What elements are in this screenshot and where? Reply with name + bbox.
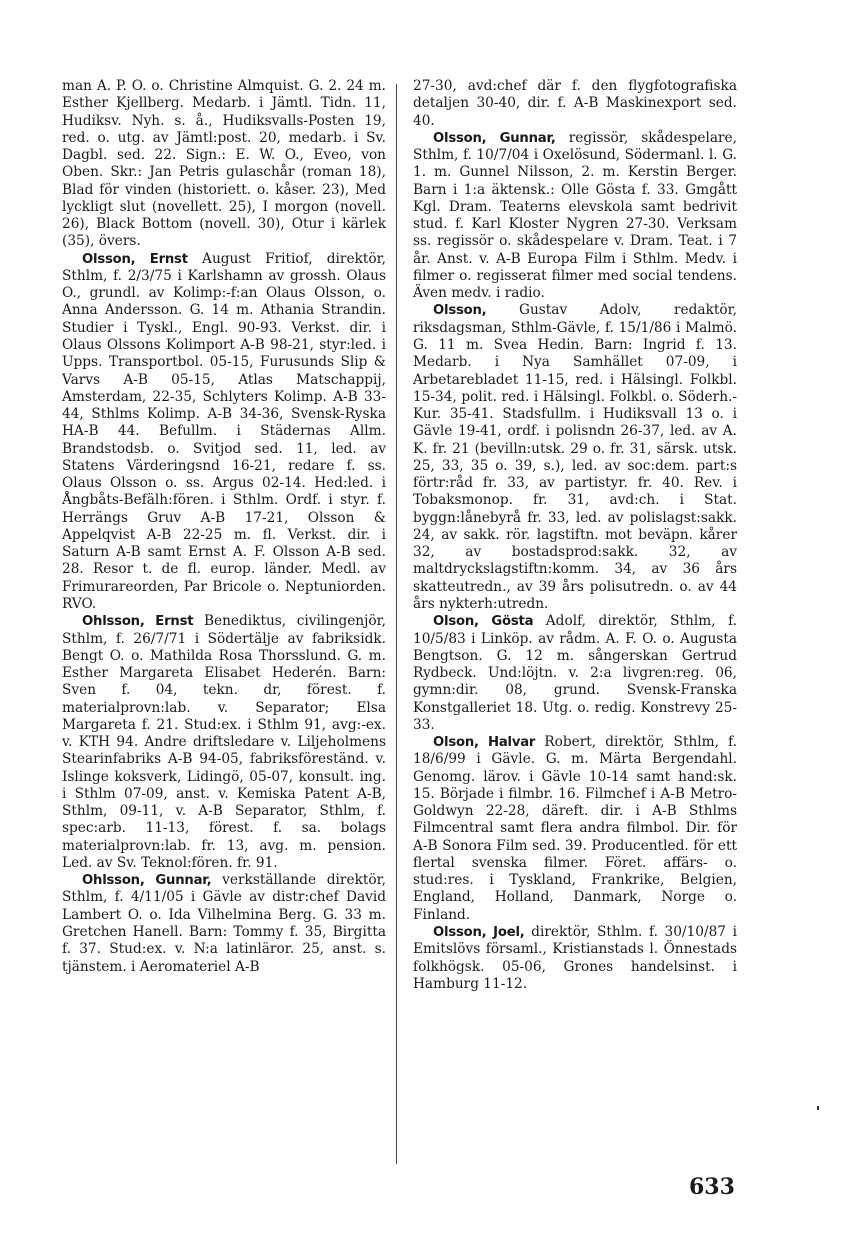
entry-olsson-gunnar: Olsson, Gunnar, regissör, skådespelare, Sthlm, f. 10/7/04 i Oxelösund, Södermanl. l. G. 1. m. Gunnel Nilsson, 2. m. Kerstin Berger. Barn i 1:a äktensk.: Olle Gösta f. 33. Gmgått Kgl. Dram. Teaterns elevskola samt bedrivit stud. f. Karl Kloster Nygren 27-30. Verksam ss. regissör o. skådespelare v. Dram. Teat. i 7 år. Anst. v. A-B Europa Film i Sthlm. Medv. i filmer o. regisserat filmer med social tendens. Även medv. i radio.: [413, 129, 737, 302]
entry-olson-halvar: Olson, Halvar Robert, direktör, Sthlm, f. 18/6/99 i Gävle. G. m. Märta Bergendahl. Genomg. lärov. i Gävle 10-14 samt hand:sk. 15. Började i filmbr. 16. Filmchef i A-B Metro-Goldwyn 22-28, däreft. dir. i A-B Sthlms Filmcentral samt flera andra filmbol. Dir. för A-B Sonora Film sed. 39. Producentled. för ett flertal svenska filmer. Föret. affärs- o. stud:res. i Tyskland, Frankrike, Belgien, England, Holland, Danmark, Norge o. Finland.: [413, 734, 737, 923]
entry-name: Ohlsson, Ernst: [82, 614, 194, 630]
entry-ohlsson-gunnar: Ohlsson, Gunnar, verkställande direktör, Sthlm, f. 4/11/05 i Gävle av distr:chef David Lambert O. o. Ida Vilhelmina Berg. G. 33 m. Gretchen Hanell. Barn: Tommy f. 35, Birgitta f. 37. Stud:ex. v. N:a latinläror. 25, anst. s. tjänstem. i Aeromateriel A-B: [62, 872, 386, 975]
entry-name: Olsson, Joel,: [433, 925, 525, 941]
entry-olsson-ernst: Olsson, Ernst August Fritiof, direktör, Sthlm, f. 2/3/75 i Karlshamn av grossh. Olaus O., grundl. av Kolimp:-f:an Olaus Olsson, o. Anna Andersson. G. 14 m. Athania Strandin. Studier i Tyskl., Engl. 90-93. Verkst. dir. i Olaus Olssons Kolimport A-B 98-21, styr:led. i Upps. Transportbol. 05-15, Furusunds Slip & Varvs A-B 05-15, Atlas Matschappij, Amsterdam, 22-35, Schlyters Kolimp. A-B 33-44, Sthlms Kolimp. A-B 34-36, Svensk-Ryska HA-B 44. Befullm. i Städernas Allm. Brandstodsb. o. Svitjod sed. 11, led. av Statens Värderingsnd 16-21, redare f. ss. Olaus Olsson o. ss. Argus 02-14. Hed:led. i Ångbåts-Befälh:fören. i Sthlm. Ordf. i styr. f. Herrängs Gruv A-B 17-21, Olsson & Appelqvist A-B 22-25 m. fl. Verkst. dir. i Saturn A-B samt Ernst A. F. Olsson A-B sed. 28. Resor t. de fl. europ. länder. Medl. av Frimurareorden, Par Bricole o. Neptuniorden. RVO.: [62, 250, 387, 612]
right-column: [413, 78, 737, 993]
entry-name: Olson, Gösta: [433, 614, 534, 630]
entry-olsson-gustav: Olsson, Gustav Adolv, redaktör, riksdagsman, Sthlm-Gävle, f. 15/1/86 i Malmö. G. 11 m. Svea Hedin. Barn: Ingrid f. 13. Medarb. i Nya Samhället 07-09, i Arbetarebladet 11-15, red. i Hälsingl. Folkbl. 15-34, polit. red. i Hälsingl. Folkbl. o. Söderh.-Kur. 35-41. Stadsfullm. i Hudiksvall 13 o. i Gävle 19-41, ordf. i polisndn 26-37, led. av A. K. fr. 21 (bevilln:utsk. 29 o. fr. 31, särsk. utsk. 25, 33, 35 o. 39, s.), led. av soc:dem. part:s förtr:råd fr. 33, av partistyr. fr. 40. Rev. i Tobaksmonop. fr. 31, avd:ch. i Stat. byggn:lånebyrå fr. 33, led. av polislagst:sakk. 24, av sakk. rör. lagstiftn. mot beväpn. kårer 32, av bostadsprod:sakk. 32, av maltdryckslagstiftn:komm. 34, av 36 års skatteutredn., av 39 års polisutredn. o. av 44 års nykterh:utredn.: [413, 302, 737, 612]
entry-name: Olsson, Gunnar,: [433, 130, 556, 146]
entry-name: Olsson,: [433, 303, 487, 319]
page-number: 633: [689, 1174, 735, 1200]
entry-continuation: man A. P. O. o. Christine Almquist. G. 2. 24 m. Esther Kjellberg. Medarb. i Jämtl. Tidn. 11, Hudiksv. Nyh. s. å., Hudiksvalls-Posten 19, red. o. utg. av Jämtl:post. 20, medarb. i Sv. Dagbl. sed. 22. Sign.: E. W. O., Eveo, von Oben. Skr.: Jan Petris gulaschår (roman 18), Blad för vinden (historiett. o. kåser. 23), Med lyckligt slut (novellett. 25), I morgon (novell. 26), Black Bottom (novell. 30), Otur i kärlek (35), övers.: [62, 78, 386, 250]
entry-olson-gosta: Olson, Gösta Adolf, direktör, Sthlm, f. 10/5/83 i Linköp. av rådm. A. F. O. o. Augusta Bengtson. G. 12 m. sångerskan Gertrud Rydbeck. Und:löjtn. v. 2:a livgren:reg. 06, gymn:dir. 08, grund. Svensk-Franska Konstgalleriet 18. Utg. o. redig. Konstrevy 25-33.: [413, 613, 737, 733]
entry-name: Olsson, Ernst: [82, 251, 188, 267]
column-divider: [396, 84, 397, 1164]
entry-olsson-joel: Olsson, Joel, direktör, Sthlm. f. 30/10/87 i Emitslövs församl., Kristianstads l. Önnestads folkhögsk. 05-06, Grones handelsinst. i Hamburg 11-12.: [413, 924, 737, 992]
entry-ohlsson-ernst: Ohlsson, Ernst Benediktus, civilingenjör, Sthlm, f. 26/7/71 i Södertälje av fabriksidk. Bengt O. o. Mathilda Rosa Thorsslund. G. m. Esther Margareta Elisabet Hederén. Barn: Sven f. 04, tekn. dr, förest. f. materialprovn:lab. v. Separator; Elsa Margareta f. 21. Stud:ex. i Sthlm 91, avg:-ex. v. KTH 94. Andre driftsledare v. Liljeholmens Stearinfabriks A-B 94-05, fabriksföreständ. v. Islinge koksverk, Lidingö, 05-07, konsult. ing. i Sthlm 07-09, anst. v. Kemiska Patent A-B, Sthlm, 09-11, v. A-B Separator, Sthlm, f. spec:arb. 11-13, förest. f. sa. bolags materialprovn:lab. fr. 13, avg. m. pension. Led. av Sv. Teknol:fören. fr. 91.: [62, 613, 386, 871]
entry-continuation: 27-30, avd:chef där f. den flygfotografiska detaljen 30-40, dir. f. A-B Maskinexport sed. 40.: [413, 78, 737, 129]
entry-name: Ohlsson, Gunnar,: [82, 873, 212, 889]
entry-name: Olson, Halvar: [433, 735, 536, 751]
left-column: [62, 78, 386, 976]
print-speck: [817, 1106, 819, 1110]
